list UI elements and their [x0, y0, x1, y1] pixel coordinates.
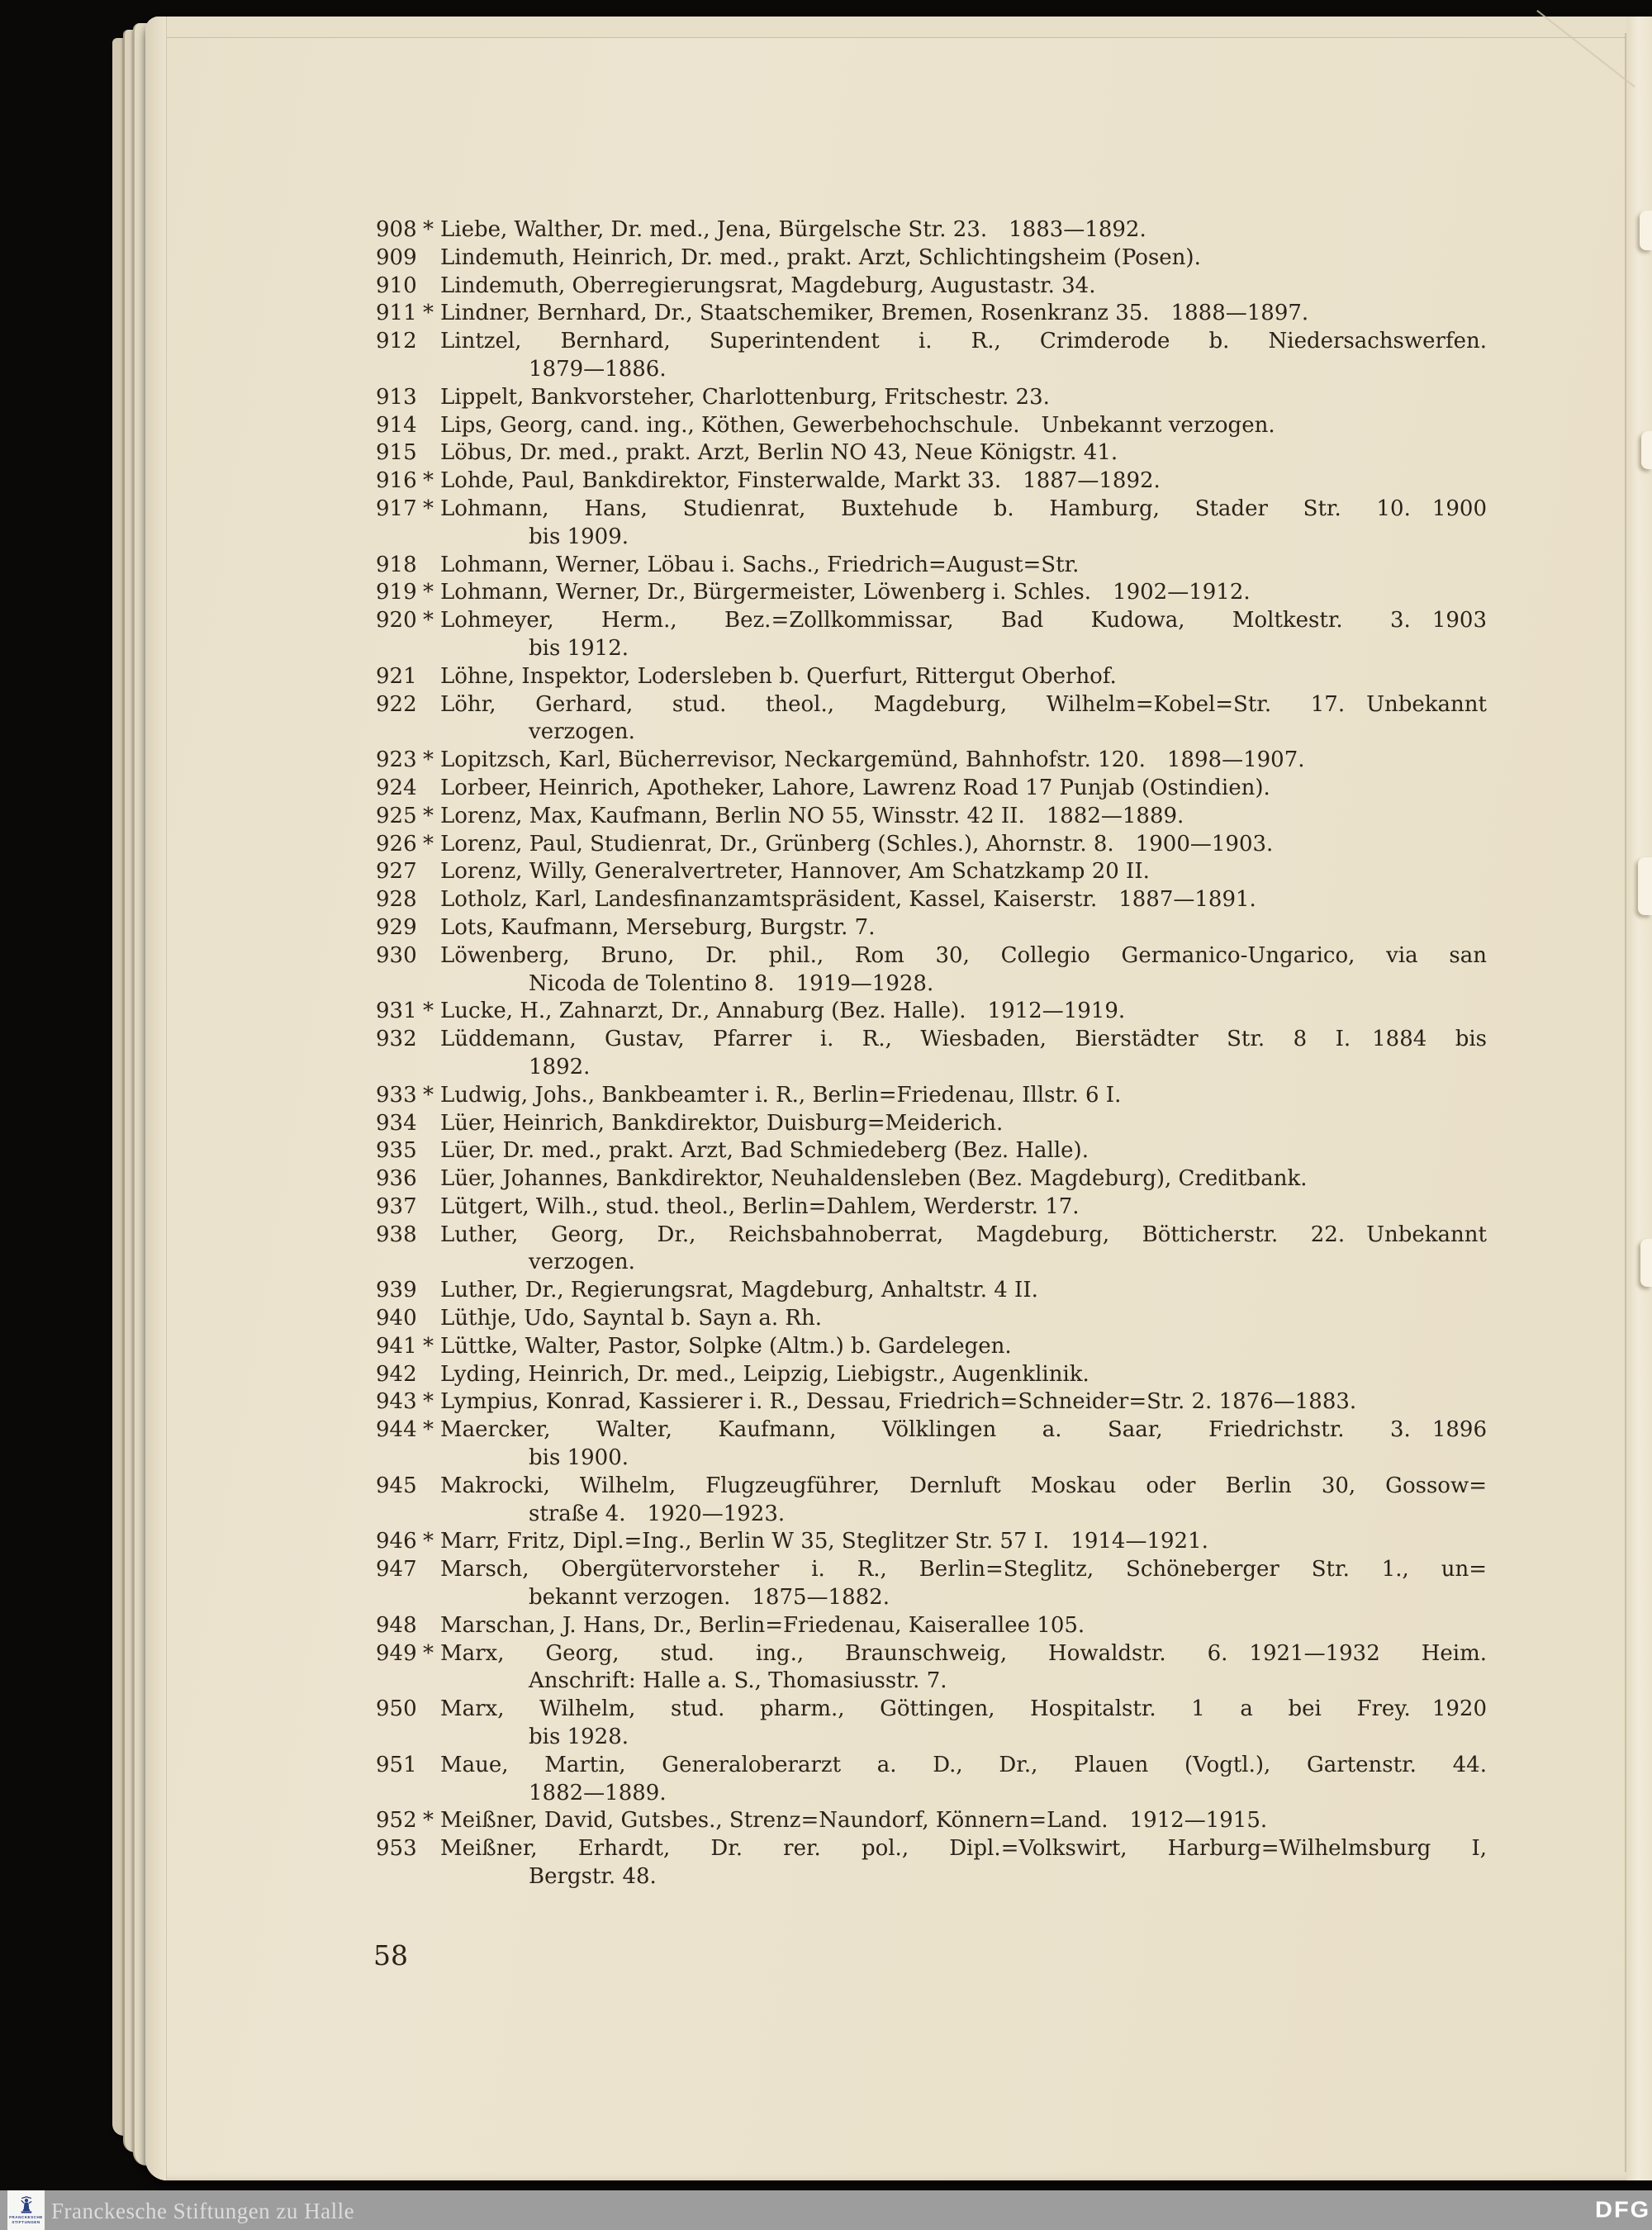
entry-number: 951	[376, 1752, 417, 1777]
entry-line	[376, 384, 1487, 412]
entry-number: 939	[376, 1278, 417, 1303]
entry-line	[376, 1333, 1487, 1361]
entry-continuation-line: verzogen.	[529, 1250, 635, 1275]
entry-continuation-line: bis 1928.	[529, 1725, 629, 1750]
entry-line	[376, 1556, 1487, 1584]
entry-text: Löbus, Dr. med., prakt. Arzt, Berlin NO 43, Neue Königstr. 41.	[440, 440, 1118, 466]
entry-text: Löhne, Inspektor, Lodersleben b. Querfurt, Rittergut Oberhof.	[440, 663, 1117, 689]
entry-text: Marsch, Obergütervorsteher i. R., Berlin=Steglitz, Schöneberger Str. 1., un=	[440, 1557, 1487, 1582]
entry-line	[376, 1640, 1487, 1668]
entry-number: 918	[376, 552, 417, 577]
entry-number: 929	[376, 914, 417, 940]
entry-text: Lohde, Paul, Bankdirektor, Finsterwalde, Markt 33. 1887—1892.	[440, 468, 1161, 494]
entry-number: 920	[376, 608, 417, 633]
entry-number: 923	[376, 747, 417, 773]
entry-line	[376, 1110, 1487, 1138]
entry-text: Lippelt, Bankvorsteher, Charlottenburg, Fritschestr. 23.	[440, 384, 1050, 410]
membership-star: *	[423, 496, 434, 521]
entry-line	[376, 1277, 1487, 1305]
membership-star: *	[423, 1417, 434, 1443]
entry-text: Marx, Georg, stud. ing., Braunschweig, Howaldstr. 6. 1921—1932 Heim.	[440, 1640, 1487, 1666]
entry-text: Lucke, H., Zahnarzt, Dr., Annaburg (Bez. Halle). 1912—1919.	[440, 999, 1126, 1024]
entry-number: 909	[376, 244, 417, 270]
entry-continuation-line: straße 4. 1920—1923.	[529, 1501, 786, 1526]
entry-line	[376, 886, 1487, 914]
entry-number: 943	[376, 1389, 417, 1415]
entry-text: Marx, Wilhelm, stud. pharm., Göttingen, Hospitalstr. 1 a bei Frey. 1920	[440, 1696, 1487, 1722]
entry-number: 910	[376, 273, 417, 298]
entry-text: Lüddemann, Gustav, Pfarrer i. R., Wiesbaden, Bierstädter Str. 8 I. 1884 bis	[440, 1027, 1487, 1052]
entry-line	[376, 1528, 1487, 1556]
page-tab	[1638, 857, 1652, 915]
entry-text: Lohmann, Werner, Dr., Bürgermeister, Löwenberg i. Schles. 1902—1912.	[440, 580, 1251, 605]
membership-star: *	[423, 831, 434, 856]
entry-text: Luther, Georg, Dr., Reichsbahnoberrat, Magdeburg, Bötticherstr. 22. Unbekannt	[440, 1222, 1487, 1247]
entry-text: Lips, Georg, cand. ing., Köthen, Gewerbehochschule. Unbekannt verzogen.	[440, 412, 1275, 438]
entry-text: Lohmeyer, Herm., Bez.=Zollkommissar, Bad Kudowa, Moltkestr. 3. 1903	[440, 608, 1487, 633]
entry-number: 927	[376, 859, 417, 885]
entry-number: 940	[376, 1306, 417, 1331]
page-tab	[1640, 1239, 1652, 1287]
entry-continuation-line: verzogen.	[529, 719, 635, 745]
entry-line	[376, 1026, 1487, 1054]
entry-number: 916	[376, 468, 417, 494]
entry-line	[376, 1416, 1487, 1445]
dfg-logo: DFG	[1595, 2197, 1651, 2223]
entry-line	[376, 1612, 1487, 1640]
entry-number: 912	[376, 329, 417, 354]
entry-continuation-line: 1879—1886.	[529, 356, 667, 382]
stiftungen-logo-text-line1: FRANCKESCHE	[9, 2215, 43, 2220]
entry-text: Ludwig, Johs., Bankbeamter i. R., Berlin=Friedenau, Illstr. 6 I.	[440, 1082, 1122, 1108]
membership-star: *	[423, 1389, 434, 1415]
entry-number: 930	[376, 942, 417, 968]
entry-continuation-line: 1882—1889.	[529, 1780, 667, 1805]
membership-star: *	[423, 1640, 434, 1666]
membership-star: *	[423, 608, 434, 633]
entry-line	[376, 1696, 1487, 1724]
entry-line	[376, 1835, 1487, 1863]
entry-line	[376, 579, 1487, 607]
francke-monument-icon	[18, 2196, 35, 2214]
entry-continuation-line: bekannt verzogen. 1875—1882.	[529, 1585, 890, 1611]
entry-text: Lohmann, Hans, Studienrat, Buxtehude b. Hamburg, Stader Str. 10. 1900	[440, 496, 1487, 521]
entry-number: 937	[376, 1193, 417, 1219]
entry-line	[376, 831, 1487, 859]
entry-line	[376, 1193, 1487, 1222]
entry-text: Liebe, Walther, Dr. med., Jena, Bürgelsche Str. 23. 1883—1892.	[440, 217, 1146, 242]
entry-line	[376, 663, 1487, 691]
entry-line	[376, 1082, 1487, 1110]
entry-number: 953	[376, 1836, 417, 1862]
entry-line	[376, 467, 1487, 496]
entry-text: Löhr, Gerhard, stud. theol., Magdeburg, Wilhelm=Kobel=Str. 17. Unbekannt	[440, 691, 1487, 717]
entry-text: Lintzel, Bernhard, Superintendent i. R., Crimderode b. Niedersachswerfen.	[440, 329, 1487, 354]
entry-line	[376, 914, 1487, 942]
entry-line	[376, 300, 1487, 328]
entry-continuation-line: Anschrift: Halle a. S., Thomasiusstr. 7.	[529, 1668, 947, 1694]
entry-text: Lohmann, Werner, Löbau i. Sachs., Friedrich=August=Str.	[440, 552, 1080, 577]
entry-line	[376, 1137, 1487, 1165]
membership-star: *	[423, 1333, 434, 1359]
entry-number: 915	[376, 440, 417, 466]
entry-line	[376, 858, 1487, 886]
membership-star: *	[423, 217, 434, 242]
entry-line	[376, 328, 1487, 356]
entry-number: 950	[376, 1696, 417, 1722]
entry-continuation-line: bis 1900.	[529, 1445, 629, 1471]
page-top-edge	[145, 17, 1652, 38]
entry-number: 928	[376, 887, 417, 913]
membership-star: *	[423, 1082, 434, 1108]
entry-line	[376, 1473, 1487, 1501]
entry-line	[376, 439, 1487, 467]
entry-number: 948	[376, 1612, 417, 1638]
entry-text: Maercker, Walter, Kaufmann, Völklingen a. Saar, Friedrichstr. 3. 1896	[440, 1417, 1487, 1443]
entry-text: Lindemuth, Heinrich, Dr. med., prakt. Arzt, Schlichtingsheim (Posen).	[440, 244, 1201, 270]
entry-number: 945	[376, 1473, 417, 1498]
entry-number: 946	[376, 1529, 417, 1554]
entry-text: Makrocki, Wilhelm, Flugzeugführer, Dernluft Moskau oder Berlin 30, Gossow=	[440, 1473, 1487, 1498]
entry-text: Lüer, Dr. med., prakt. Arzt, Bad Schmiedeberg (Bez. Halle).	[440, 1138, 1089, 1164]
entry-number: 919	[376, 580, 417, 605]
membership-star: *	[423, 1529, 434, 1554]
entry-continuation-line: Bergstr. 48.	[529, 1864, 657, 1890]
entry-number: 931	[376, 999, 417, 1024]
entry-line	[376, 244, 1487, 273]
entry-line	[376, 1752, 1487, 1780]
entry-text: Lorenz, Paul, Studienrat, Dr., Grünberg (Schles.), Ahornstr. 8. 1900—1903.	[440, 831, 1274, 856]
entry-text: Lorenz, Max, Kaufmann, Berlin NO 55, Winsstr. 42 II. 1882—1889.	[440, 803, 1184, 828]
entry-number: 942	[376, 1361, 417, 1387]
membership-star: *	[423, 301, 434, 326]
directory-list	[376, 216, 1487, 1891]
page-tab	[1641, 431, 1652, 469]
entry-number: 917	[376, 496, 417, 521]
entry-number: 952	[376, 1808, 417, 1834]
membership-star: *	[423, 580, 434, 605]
entry-text: Lüer, Johannes, Bankdirektor, Neuhaldensleben (Bez. Magdeburg), Creditbank.	[440, 1166, 1308, 1192]
entry-number: 922	[376, 691, 417, 717]
entry-line	[376, 1361, 1487, 1389]
stiftungen-logo-text-line2: STIFTUNGEN	[12, 2219, 40, 2224]
entry-text: Lympius, Konrad, Kassierer i. R., Dessau, Friedrich=Schneider=Str. 2. 1876—1883.	[440, 1389, 1357, 1415]
footer-title: Franckesche Stiftungen zu Halle	[51, 2199, 355, 2223]
entry-line	[376, 496, 1487, 524]
membership-star: *	[423, 1808, 434, 1834]
entry-line	[376, 942, 1487, 970]
entry-line	[376, 1165, 1487, 1193]
entry-text: Marschan, J. Hans, Dr., Berlin=Friedenau, Kaiserallee 105.	[440, 1612, 1085, 1638]
entry-line	[376, 607, 1487, 635]
entry-number: 947	[376, 1557, 417, 1582]
entry-line	[376, 412, 1487, 440]
entry-number: 933	[376, 1082, 417, 1108]
entry-line	[376, 691, 1487, 719]
page-tab	[1640, 211, 1652, 250]
entry-text: Lindemuth, Oberregierungsrat, Magdeburg, Augustastr. 34.	[440, 273, 1096, 298]
entry-number: 944	[376, 1417, 417, 1443]
entry-number: 924	[376, 775, 417, 800]
entry-text: Lorbeer, Heinrich, Apotheker, Lahore, Lawrenz Road 17 Punjab (Ostindien).	[440, 775, 1270, 800]
entry-text: Marr, Fritz, Dipl.=Ing., Berlin W 35, Steglitzer Str. 57 I. 1914—1921.	[440, 1529, 1208, 1554]
entry-line	[376, 803, 1487, 831]
entry-continuation-line: bis 1909.	[529, 524, 629, 549]
entry-text: Lütgert, Wilh., stud. theol., Berlin=Dahlem, Werderstr. 17.	[440, 1193, 1080, 1219]
entry-text: Luther, Dr., Regierungsrat, Magdeburg, Anhaltstr. 4 II.	[440, 1278, 1038, 1303]
page-fold-line	[1625, 33, 1626, 2172]
entry-number: 914	[376, 412, 417, 438]
entry-line	[376, 775, 1487, 803]
entry-line	[376, 998, 1487, 1026]
page-number: 58	[373, 1939, 408, 1971]
entry-number: 938	[376, 1222, 417, 1247]
page-left-edge	[145, 17, 167, 2180]
entry-continuation-line: Nicoda de Tolentino 8. 1919—1928.	[529, 970, 934, 996]
entry-number: 934	[376, 1110, 417, 1136]
entry-line	[376, 552, 1487, 580]
entry-text: Maue, Martin, Generaloberarzt a. D., Dr., Plauen (Vogtl.), Gartenstr. 44.	[440, 1752, 1487, 1777]
entry-text: Meißner, Erhardt, Dr. rer. pol., Dipl.=Volkswirt, Harburg=Wilhelmsburg I,	[440, 1836, 1487, 1862]
entry-line	[376, 273, 1487, 301]
membership-star: *	[423, 468, 434, 494]
entry-number: 936	[376, 1166, 417, 1192]
entry-text: Lotholz, Karl, Landesfinanzamtspräsident, Kassel, Kaiserstr. 1887—1891.	[440, 887, 1256, 913]
membership-star: *	[423, 999, 434, 1024]
page-fold	[1626, 17, 1652, 2180]
entry-text: Lots, Kaufmann, Merseburg, Burgstr. 7.	[440, 914, 876, 940]
entry-number: 913	[376, 384, 417, 410]
entry-text: Lüttke, Walter, Pastor, Solpke (Altm.) b. Gardelegen.	[440, 1333, 1012, 1359]
entry-number: 932	[376, 1027, 417, 1052]
entry-text: Lopitzsch, Karl, Bücherrevisor, Neckargemünd, Bahnhofstr. 120. 1898—1907.	[440, 747, 1305, 773]
stiftungen-logo	[7, 2190, 45, 2230]
footer-bar	[0, 2190, 1652, 2230]
entry-number: 911	[376, 301, 417, 326]
entry-number: 926	[376, 831, 417, 856]
entry-text: Lüthje, Udo, Sayntal b. Sayn a. Rh.	[440, 1306, 822, 1331]
entry-number: 949	[376, 1640, 417, 1666]
entry-number: 921	[376, 663, 417, 689]
entry-text: Meißner, David, Gutsbes., Strenz=Naundorf, Könnern=Land. 1912—1915.	[440, 1808, 1268, 1834]
entry-line	[376, 747, 1487, 775]
entry-line	[376, 1222, 1487, 1250]
entry-line	[376, 1388, 1487, 1416]
entry-line	[376, 216, 1487, 244]
entry-text: Lüer, Heinrich, Bankdirektor, Duisburg=Meiderich.	[440, 1110, 1004, 1136]
entry-number: 941	[376, 1333, 417, 1359]
entry-continuation-line: bis 1912.	[529, 635, 629, 661]
entry-text: Löwenberg, Bruno, Dr. phil., Rom 30, Collegio Germanico-Ungarico, via san	[440, 942, 1487, 968]
entry-text: Lorenz, Willy, Generalvertreter, Hannover, Am Schatzkamp 20 II.	[440, 859, 1150, 885]
entry-number: 908	[376, 217, 417, 242]
entry-text: Lindner, Bernhard, Dr., Staatschemiker, Bremen, Rosenkranz 35. 1888—1897.	[440, 301, 1309, 326]
entry-continuation-line: 1892.	[529, 1054, 591, 1079]
entry-line	[376, 1807, 1487, 1835]
entry-text: Lyding, Heinrich, Dr. med., Leipzig, Liebigstr., Augenklinik.	[440, 1361, 1089, 1387]
membership-star: *	[423, 803, 434, 828]
entry-number: 935	[376, 1138, 417, 1164]
membership-star: *	[423, 747, 434, 773]
entry-number: 925	[376, 803, 417, 828]
entry-line	[376, 1305, 1487, 1333]
